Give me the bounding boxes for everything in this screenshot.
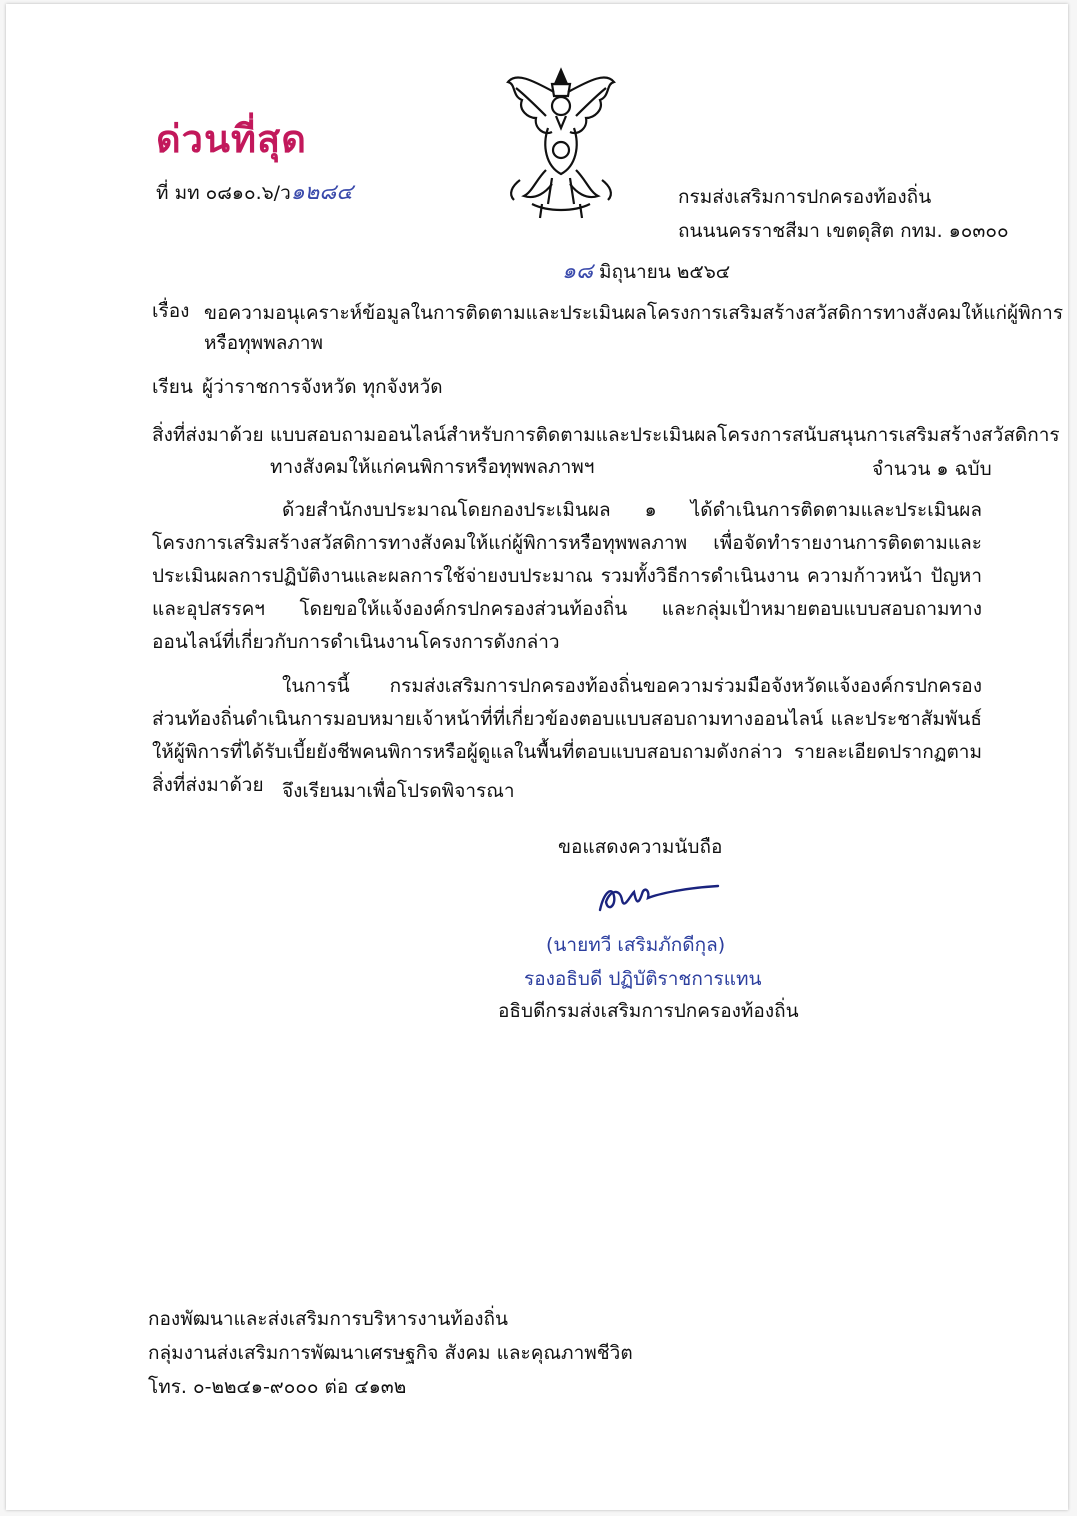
subject-line-2: หรือทุพพลภาพ [204,332,324,354]
footer-group: กลุ่มงานส่งเสริมการพัฒนาเศรษฐกิจ สังคม และคุณภาพชีวิต [148,1342,633,1364]
document-page [6,4,1068,1510]
signer-title: อธิบดีกรมส่งเสริมการปกครองท้องถิ่น [498,1000,799,1022]
reference-number [156,180,353,206]
enclosure-line-1: แบบสอบถามออนไลน์สำหรับการติดตามและประเมินผลโครงการสนับสนุนการเสริมสร้างสวัสดิการ [270,424,1060,446]
subject-line-1: ขอความอนุเคราะห์ข้อมูลในการติดตามและประเมินผลโครงการเสริมสร้างสวัสดิการทางสังคมให้แก่ผู้พิการ [204,302,1064,324]
letter-date [562,259,730,285]
enclosure-line-2: ทางสังคมให้แก่คนพิการหรือทุพพลภาพฯ [270,456,595,478]
body-paragraph-3: จึงเรียนมาเพื่อโปรดพิจารณา [282,780,515,802]
body-paragraph-1: ด้วยสำนักงบประมาณโดยกองประเมินผล ๑ ได้ดำเนินการติดตามและประเมินผลโครงการเสริมสร้างสวัสดิการทางสังคมให้แก่ผู้พิการหรือทุพพลภาพ เพื่อจัดทำรายงานการติดตามและประเมินผลการปฏิบัติงานและผลการใช้จ่ายงบประมาณ รวมทั้งวิธีการดำเนินงาน ความก้าวหน้า ปัญหาและอุปสรรคฯ โดยขอให้แจ้งองค์กรปกครองส่วนท้องถิ่น และกลุ่มเป้าหมายตอบแบบสอบถามทางออนไลน์ที่เกี่ยวกับการดำเนินงานโครงการดังกล่าว [152,499,982,653]
closing-phrase: ขอแสดงความนับถือ [558,836,723,858]
enclosure-count: จำนวน ๑ ฉบับ [872,458,992,480]
footer-office: กองพัฒนาและส่งเสริมการบริหารงานท้องถิ่น [148,1308,509,1330]
signer-name: (นายทวี เสริมภักดีกุล) [546,934,726,956]
sender-department: กรมส่งเสริมการปกครองท้องถิ่น [678,186,932,208]
garuda-emblem-icon [502,62,620,220]
reference-handwritten-number: ๑๒๘๔ [290,180,353,205]
reference-prefix: ที่ มท ๐๘๑๐.๖/ว [156,182,291,204]
urgency-stamp: ด่วนที่สุด [156,117,307,161]
signer-position: รองอธิบดี ปฏิบัติราชการแทน [524,968,762,990]
footer-phone: โทร. ๐-๒๒๔๑-๙๐๐๐ ต่อ ๔๑๓๒ [148,1376,407,1398]
enclosure-label: สิ่งที่ส่งมาด้วย [152,424,264,446]
signature-icon [594,872,724,920]
recipient-value: ผู้ว่าราชการจังหวัด ทุกจังหวัด [202,376,443,398]
date-month-year: มิถุนายน ๒๕๖๔ [598,261,731,283]
recipient-label: เรียน [152,376,193,398]
date-day: ๑๘ [562,259,593,284]
subject-label: เรื่อง [152,300,190,322]
body-paragraph-2: ในการนี้ กรมส่งเสริมการปกครองท้องถิ่นขอความร่วมมือจังหวัดแจ้งองค์กรปกครองส่วนท้องถิ่นดำเนินการมอบหมายเจ้าหน้าที่ที่เกี่ยวข้องตอบแบบสอบถามทางออนไลน์ และประชาสัมพันธ์ให้ผู้พิการที่ได้รับเบี้ยยังชีพคนพิการหรือผู้ดูแลในพื้นที่ตอบแบบสอบถามดังกล่าว รายละเอียดปรากฏตามสิ่งที่ส่งมาด้วย [152,675,982,796]
sender-address: ถนนนครราชสีมา เขตดุสิต กทม. ๑๐๓๐๐ [678,220,1009,242]
